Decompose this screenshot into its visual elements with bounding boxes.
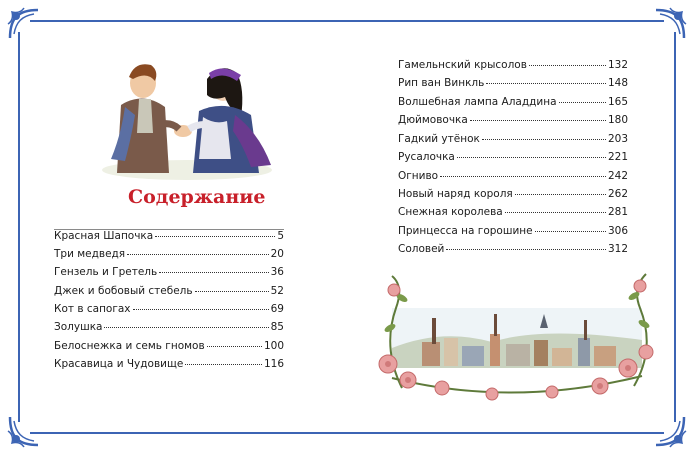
toc-entry[interactable]: Волшебная лампа Аладдина 165 [398,96,628,108]
corner-ornament-icon [4,411,44,451]
corner-ornament-icon [650,411,690,451]
town-roses-illustration [372,268,662,408]
toc-entry[interactable]: Дюймовочка 180 [398,114,628,126]
toc-entry[interactable]: Джек и бобовый стебель 52 [54,285,284,297]
toc-entry[interactable]: Снежная королева 281 [398,206,628,218]
toc-entry[interactable]: Гамельнский крысолов 132 [398,59,628,71]
frame-left [18,32,20,422]
corner-ornament-icon [4,4,44,44]
toc-entry[interactable]: Рип ван Винкль 148 [398,77,628,89]
toc-entry[interactable]: Русалочка 221 [398,151,628,163]
toc-entry[interactable]: Кот в сапогах 69 [54,303,284,315]
toc-entry[interactable]: Три медведя 20 [54,248,284,260]
toc-entry[interactable]: Огниво 242 [398,170,628,182]
toc-entry[interactable]: Гензель и Гретель 36 [54,266,284,278]
frame-top [30,20,664,22]
toc-entry[interactable]: Гадкий утёнок 203 [398,133,628,145]
couple-illustration [95,55,280,180]
frame-bottom [30,432,664,434]
frame-right [674,32,676,422]
contents-title: Содержание [128,186,266,208]
toc-entry[interactable]: Белоснежка и семь гномов 100 [54,340,284,352]
toc-entry[interactable]: Золушка 85 [54,321,284,333]
toc-entry[interactable]: Соловей 312 [398,243,628,255]
corner-ornament-icon [650,4,690,44]
toc-entry[interactable]: Новый наряд короля 262 [398,188,628,200]
toc-entry[interactable]: Красная Шапочка 5 [54,230,284,242]
toc-entry[interactable]: Принцесса на горошине 306 [398,225,628,237]
toc-entry[interactable]: Красавица и Чудовище 116 [54,358,284,370]
